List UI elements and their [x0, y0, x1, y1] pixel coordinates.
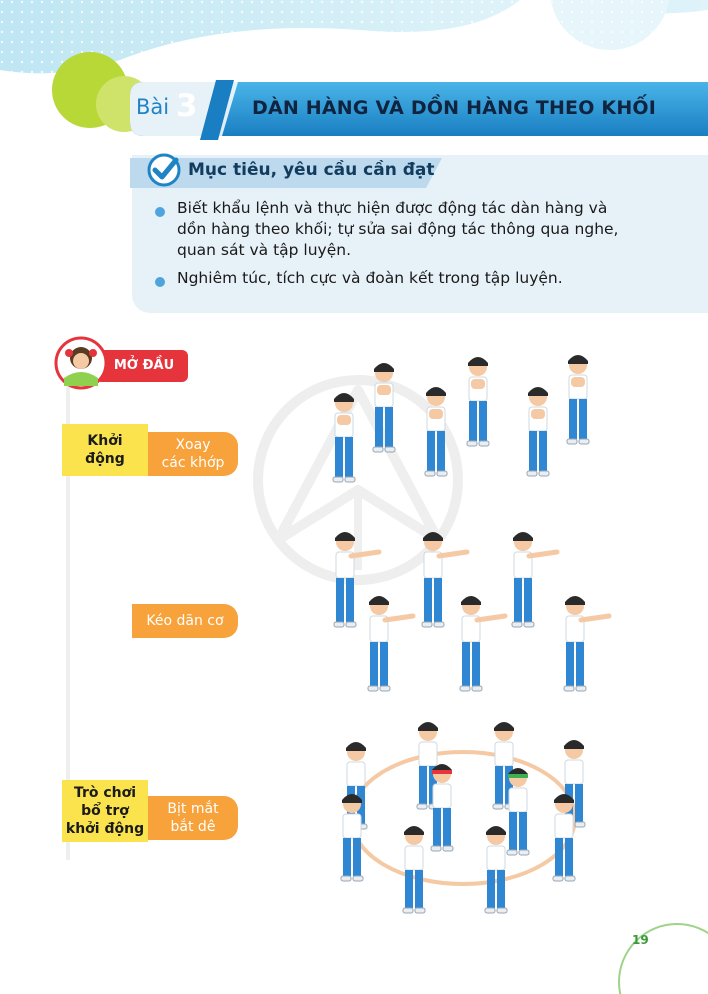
lesson-number: 3: [176, 88, 198, 124]
activity-label: Bịt mắt: [167, 801, 219, 817]
goal-line: dồn hàng theo khối; tự sửa sai động tác thông qua nghe,: [177, 220, 619, 238]
activity-label: các khớp: [161, 455, 225, 471]
goal-bullet: [155, 207, 165, 217]
lesson-title: DÀN HÀNG VÀ DỒN HÀNG THEO KHỐI: [252, 97, 657, 119]
activity-label: Kéo dãn cơ: [146, 613, 224, 629]
check-circle-icon: [146, 152, 182, 188]
goal-line: Nghiêm túc, tích cực và đoàn kết trong tập luyện.: [177, 269, 563, 287]
category-label: khởi động: [65, 821, 145, 837]
goal-item-2: [177, 268, 677, 289]
activity-label: Xoay: [175, 437, 211, 453]
goal-line: quan sát và tập luyện.: [177, 241, 352, 259]
category-label: bổ trợ: [81, 803, 129, 819]
stretching-illustration: [325, 530, 615, 705]
goal-bullet: [155, 277, 165, 287]
section-title: MỞ ĐẦU: [100, 350, 188, 382]
activity-game: [148, 796, 238, 840]
category-label: Khởi: [87, 433, 123, 449]
category-label: động: [85, 451, 125, 467]
category-warmup: [62, 424, 148, 476]
goal-line: Biết khẩu lệnh và thực hiện được động tác dàn hàng và: [177, 199, 608, 217]
page-number: 19: [632, 933, 649, 947]
goal-item-1: [177, 198, 677, 261]
page-number-badge: [609, 918, 708, 994]
blindfold-game-illustration: [328, 718, 598, 926]
activity-stretch: [132, 604, 238, 638]
category-label: Trò chơi: [73, 785, 137, 801]
category-game: [62, 780, 148, 842]
goals-title: Mục tiêu, yêu cầu cần đạt: [188, 160, 435, 180]
lesson-label: Bài: [136, 95, 170, 119]
student-avatar-icon: [54, 336, 108, 390]
activity-joints: [148, 432, 238, 476]
activity-label: bắt dê: [170, 819, 216, 835]
joint-rotation-illustration: [318, 345, 608, 500]
